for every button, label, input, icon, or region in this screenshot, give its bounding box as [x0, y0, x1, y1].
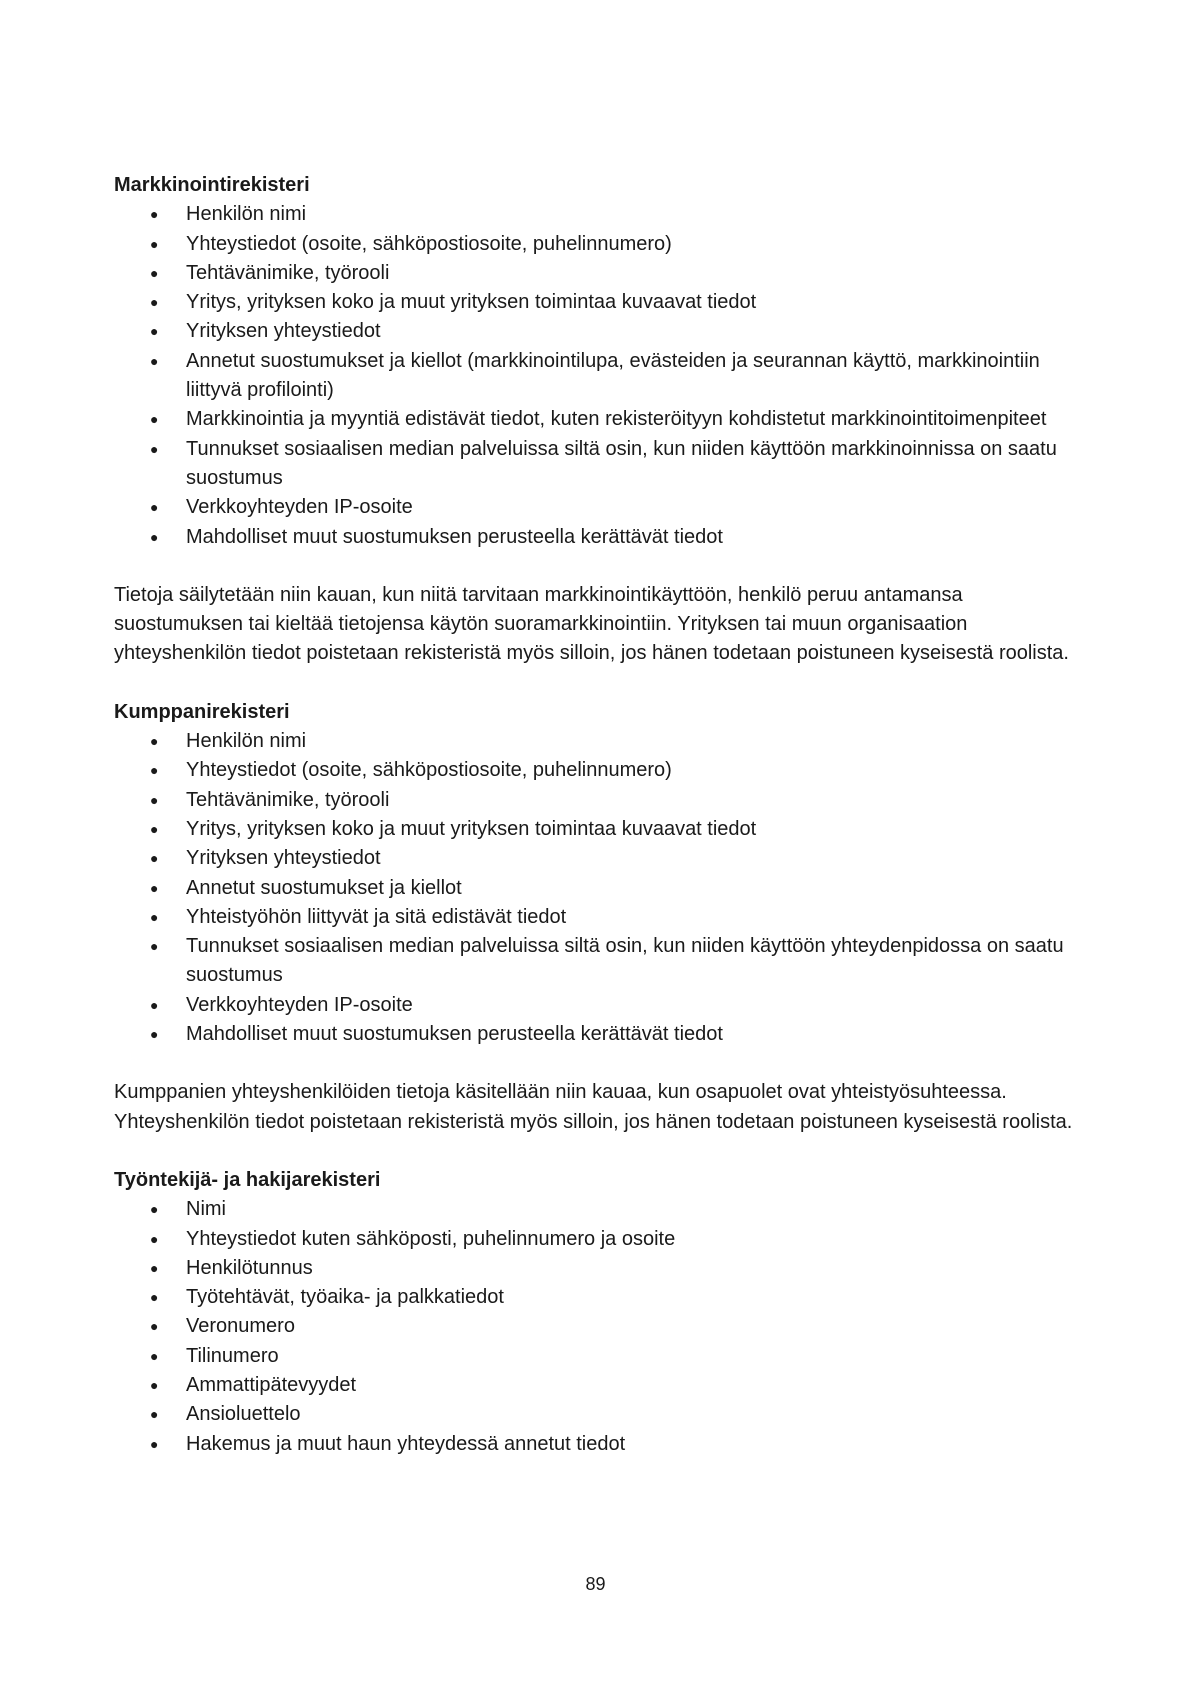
list-item: ● Tunnukset sosiaalisen median palveluissa siltä osin, kun niiden käyttöön yhteydenpidossa on saatu suostumus	[114, 932, 1074, 991]
bullet-list	[114, 200, 1074, 552]
list-item: ● Ammattipätevyydet	[114, 1371, 1074, 1400]
list-item: ● Yhteystiedot (osoite, sähköpostiosoite, puhelinnumero)	[114, 756, 1074, 785]
list-item: ● Yhteistyöhön liittyvät ja sitä edistävät tiedot	[114, 903, 1074, 932]
list-item: ● Mahdolliset muut suostumuksen perusteella kerättävät tiedot	[114, 1020, 1074, 1049]
list-item: ● Ansioluettelo	[114, 1400, 1074, 1429]
list-item: ● Verkkoyhteyden IP-osoite	[114, 493, 1074, 522]
list-item: ● Yhteystiedot (osoite, sähköpostiosoite, puhelinnumero)	[114, 230, 1074, 259]
list-item: ● Markkinointia ja myyntiä edistävät tiedot, kuten rekisteröityyn kohdistetut markkinointitoimenpiteet	[114, 405, 1074, 434]
list-item: ● Annetut suostumukset ja kiellot (markkinointilupa, evästeiden ja seurannan käyttö, markkinointiin liittyvä profilointi)	[114, 347, 1074, 406]
page-content	[114, 171, 1074, 1459]
list-item: ● Tilinumero	[114, 1342, 1074, 1371]
page-number: 89	[585, 1574, 606, 1594]
list-item: ● Tehtävänimike, työrooli	[114, 259, 1074, 288]
bullet-list	[114, 727, 1074, 1049]
section-heading: Markkinointirekisteri	[114, 174, 310, 196]
list-item: ● Henkilötunnus	[114, 1254, 1074, 1283]
list-item: ● Yrityksen yhteystiedot	[114, 317, 1074, 346]
bullet-list	[114, 1195, 1074, 1459]
list-item: ● Työtehtävät, työaika- ja palkkatiedot	[114, 1283, 1074, 1312]
list-item: ● Verkkoyhteyden IP-osoite	[114, 991, 1074, 1020]
list-item: ● Henkilön nimi	[114, 727, 1074, 756]
list-item: ● Nimi	[114, 1195, 1074, 1224]
list-item: ● Yrityksen yhteystiedot	[114, 844, 1074, 873]
list-item: ● Mahdolliset muut suostumuksen perusteella kerättävät tiedot	[114, 523, 1074, 552]
list-item: ● Annetut suostumukset ja kiellot	[114, 874, 1074, 903]
section-marketing-register	[114, 171, 1074, 669]
list-item: ● Veronumero	[114, 1312, 1074, 1341]
list-item: ● Yritys, yrityksen koko ja muut yrityksen toimintaa kuvaavat tiedot	[114, 288, 1074, 317]
retention-paragraph: Kumppanien yhteyshenkilöiden tietoja käsitellään niin kauaa, kun osapuolet ovat yhteistyösuhteessa. Yhteyshenkilön tiedot poistetaan rekisteristä myös silloin, jos hänen todetaan poistuneen kyseisestä roolista.	[114, 1081, 1073, 1133]
retention-paragraph: Tietoja säilytetään niin kauan, kun niitä tarvitaan markkinointikäyttöön, henkilö peruu antamansa suostumuksen tai kieltää tietojensa käytön suoramarkkinointiin. Yrityksen tai muun organisaation yhteyshenkilön tiedot poistetaan rekisteristä myös silloin, jos hänen todetaan poistuneen kyseisestä roolista.	[114, 583, 1069, 665]
list-item: ● Yhteystiedot kuten sähköposti, puhelinnumero ja osoite	[114, 1225, 1074, 1254]
section-heading: Työntekijä- ja hakijarekisteri	[114, 1168, 381, 1191]
list-item: ● Yritys, yrityksen koko ja muut yrityksen toimintaa kuvaavat tiedot	[114, 815, 1074, 844]
list-item: ● Hakemus ja muut haun yhteydessä annetut tiedot	[114, 1430, 1074, 1459]
section-heading: Kumppanirekisteri	[114, 700, 290, 723]
list-item: ● Henkilön nimi	[114, 200, 1074, 229]
list-item: ● Tehtävänimike, työrooli	[114, 786, 1074, 815]
section-partner-register	[114, 698, 1074, 1137]
section-employee-applicant-register	[114, 1166, 1074, 1459]
list-item: ● Tunnukset sosiaalisen median palveluissa siltä osin, kun niiden käyttöön markkinoinnissa on saatu suostumus	[114, 435, 1074, 494]
